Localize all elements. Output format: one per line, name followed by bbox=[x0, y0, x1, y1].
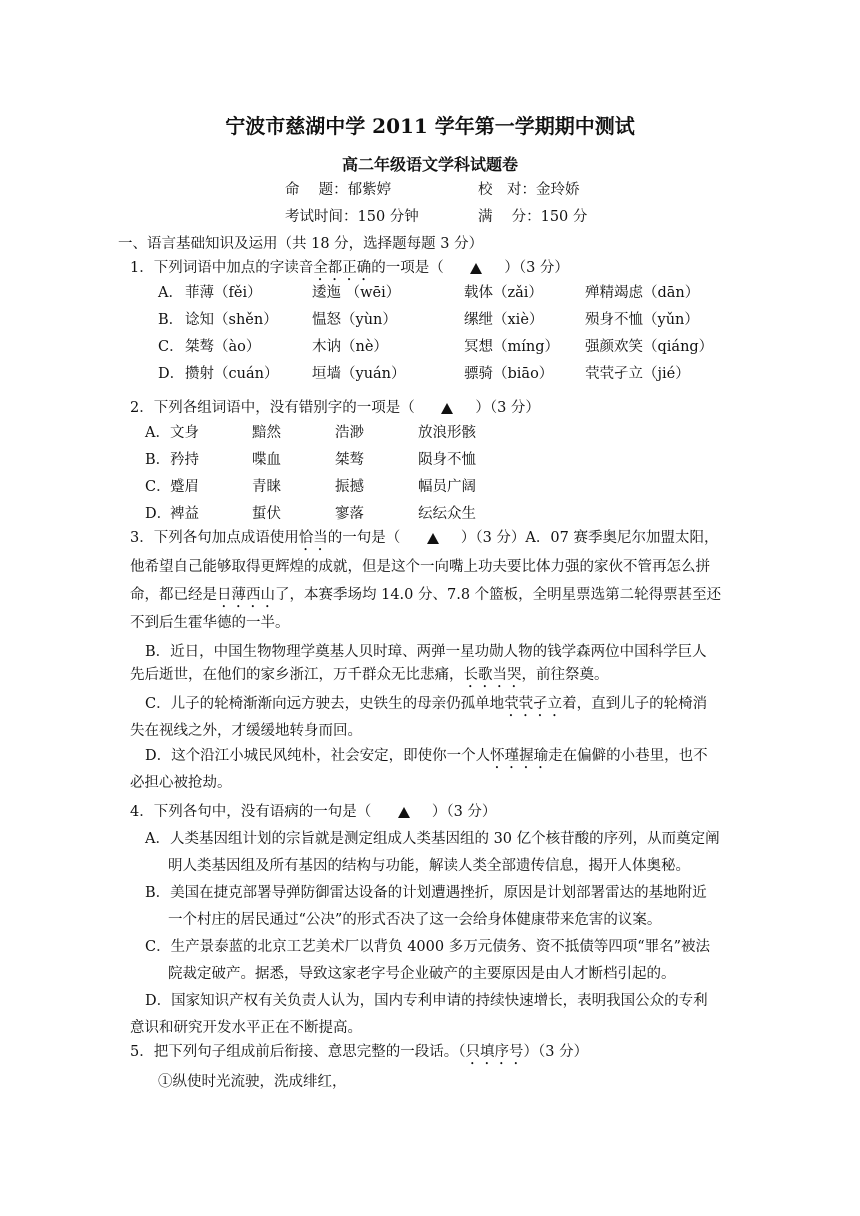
option-item: 殚精竭虑（dān） bbox=[585, 285, 700, 301]
q3-d-line1 bbox=[145, 746, 708, 772]
q3-stem bbox=[130, 528, 718, 554]
q5-stem-text: 5．把下列句子组成前后衔接、意思完整的一段话。（ bbox=[130, 1044, 466, 1060]
option-item: 菲薄（fěi） bbox=[185, 285, 262, 301]
option-item: 寥落 bbox=[335, 506, 364, 522]
q3-c-text: C．儿子的轮椅渐渐向远方驶去，史铁生的母亲仍孤单地 bbox=[145, 696, 505, 712]
q4-b-line2: 一个村庄的居民通过“公决”的形式否决了这一会给身体健康带来危害的议案。 bbox=[168, 912, 662, 928]
q4-a-line2: 明人类基因组及所有基因的结构与功能，解读人类全部遗传信息，揭开人体奥秘。 bbox=[168, 858, 690, 874]
q4-stem bbox=[130, 802, 496, 822]
q3-b-text: 先后逝世，在他们的家乡浙江，万千群众无比悲痛， bbox=[130, 667, 464, 683]
option-item: 谂知（shěn） bbox=[185, 312, 278, 328]
q3-b-emphasis: 长歌当哭 bbox=[463, 667, 522, 683]
q3-stem-text: 3．下列各句加点成语使用 bbox=[130, 530, 299, 546]
q3-b-line2 bbox=[130, 665, 609, 691]
score-value: 150 分 bbox=[540, 209, 588, 225]
q5-stem-emphasis: 只填序号 bbox=[465, 1044, 524, 1060]
option-item: 攒射（cuán） bbox=[185, 366, 279, 382]
q3-stem-text2: 的一句是（ bbox=[327, 530, 401, 546]
time-line bbox=[285, 207, 419, 227]
option-item: 殒身不恤（yǔn） bbox=[585, 312, 699, 328]
option-item: 纭纭众生 bbox=[418, 506, 476, 522]
q2-stem bbox=[130, 398, 540, 418]
q1-stem-score: ）（3 分） bbox=[504, 260, 569, 276]
q3-b-text2: ，前往祭奠。 bbox=[521, 667, 609, 683]
q4-answer-blank[interactable] bbox=[376, 802, 432, 822]
q2-stem-text: 2．下列各组词语中，没有错别字的一项是（ bbox=[130, 400, 415, 416]
proof: 金玲娇 bbox=[536, 182, 580, 198]
triangle-icon bbox=[470, 263, 482, 274]
author-label: 命 题： bbox=[285, 182, 348, 198]
option-item: 蹙眉 bbox=[170, 479, 199, 495]
option-label: D． bbox=[145, 506, 172, 522]
option-item: 矜持 bbox=[170, 452, 199, 468]
q3-c-line1 bbox=[145, 694, 707, 720]
option-item: 桀骜（ào） bbox=[185, 339, 261, 355]
option-item: 骠骑（biāo） bbox=[464, 366, 554, 382]
option-label: C． bbox=[145, 479, 171, 495]
q4-stem-score: ）（3 分） bbox=[431, 804, 497, 820]
q1-stem-emphasis: 全都正确 bbox=[313, 260, 372, 276]
q1-stem-text2: 的一项是（ bbox=[371, 260, 444, 276]
option-label: D． bbox=[158, 366, 185, 382]
q4-d-line2: 意识和研究开发水平正在不断提高。 bbox=[130, 1020, 362, 1036]
option-item: 载体（zǎi） bbox=[464, 285, 543, 301]
q3-c-line2: 失在视线之外，才缓缓地转身而回。 bbox=[130, 723, 362, 739]
q3-stem-score: ）（3 分）A．07 赛季奥尼尔加盟太阳， bbox=[460, 530, 719, 546]
q2-stem-score: ）（3 分） bbox=[475, 400, 540, 416]
option-item: 振撼 bbox=[335, 479, 364, 495]
q4-a-line1: A．人类基因组计划的宗旨就是测定组成人类基因组的 30 亿个核苷酸的序列，从而奠定阐 bbox=[145, 831, 720, 847]
q4-b-line1: B．美国在捷克部署导弹防御雷达设备的计划遭遇挫折，原因是计划部署雷达的基地附近 bbox=[145, 885, 707, 901]
q5-sentence-1: ①纵使时光流驶，洗成绯红， bbox=[158, 1074, 347, 1090]
option-item: 缧绁（xiè） bbox=[464, 312, 544, 328]
option-item: 喋血 bbox=[252, 452, 281, 468]
option-item: 裨益 bbox=[170, 506, 199, 522]
option-label: B． bbox=[145, 452, 171, 468]
exam-subtitle: 高二年级语文学科试题卷 bbox=[341, 155, 518, 174]
exam-title: 宁波市慈湖中学 2011 学年第一学期期中测试 bbox=[225, 114, 635, 138]
q3-d-line2: 必担心被抢劫。 bbox=[130, 775, 232, 791]
q3-a-line4: 不到后生霍华德的一半。 bbox=[130, 615, 290, 631]
triangle-icon bbox=[398, 807, 410, 818]
option-label: A． bbox=[145, 425, 170, 441]
option-label: C． bbox=[158, 339, 184, 355]
q4-d-line1: D．国家知识产权有关负责人认为，国内专利申请的持续快速增长，表明我国公众的专利 bbox=[145, 993, 708, 1009]
triangle-icon bbox=[427, 533, 439, 544]
q3-d-text: D．这个沿江小城民风纯朴，社会安定，即使你一个人 bbox=[145, 748, 491, 764]
author-line bbox=[285, 180, 391, 200]
q1-stem-text: 1．下列词语中加点的字读音 bbox=[130, 260, 314, 276]
option-item: 幅员广阔 bbox=[418, 479, 476, 495]
q3-c-emphasis: 茕茕孑立 bbox=[504, 696, 563, 712]
option-label: B． bbox=[158, 312, 184, 328]
q2-answer-blank[interactable] bbox=[419, 398, 475, 418]
q5-stem bbox=[130, 1042, 588, 1068]
option-item: 浩渺 bbox=[335, 425, 364, 441]
q3-d-text2: 走在偏僻的小巷里，也不 bbox=[548, 748, 708, 764]
section-heading: 一、语言基础知识及运用（共 18 分，选择题每题 3 分） bbox=[118, 236, 484, 252]
q3-stem-emphasis: 恰当 bbox=[298, 530, 328, 546]
q3-b-line1: B．近日，中国生物物理学奠基人贝时璋、两弹一星功勋人物的钱学森两位中国科学巨人 bbox=[145, 644, 707, 660]
option-item: 愠怒（yùn） bbox=[312, 312, 397, 328]
time-value: 150 分钟 bbox=[357, 209, 419, 225]
q3-answer-blank[interactable] bbox=[405, 528, 461, 548]
option-item: 木讷（nè） bbox=[312, 339, 388, 355]
q3-a-text: 命，都已经是 bbox=[130, 587, 217, 603]
q4-stem-text: 4．下列各句中，没有语病的一句是（ bbox=[130, 804, 372, 820]
score-label: 满 分： bbox=[478, 209, 541, 225]
q1-answer-blank[interactable] bbox=[448, 258, 504, 278]
option-item: 陨身不恤 bbox=[418, 452, 476, 468]
author: 郁紫婷 bbox=[347, 182, 392, 198]
q3-a-emphasis: 日薄西山 bbox=[217, 587, 275, 603]
q1-stem bbox=[130, 258, 569, 284]
option-item: 逶迤 （wēi） bbox=[312, 285, 401, 301]
q4-c-line1: C．生产景泰蓝的北京工艺美术厂以背负 4000 多万元债务、资不抵债等四项“罪名”被法 bbox=[145, 939, 711, 955]
option-item: 文身 bbox=[170, 425, 199, 441]
time-label: 考试时间： bbox=[285, 209, 358, 225]
option-item: 冥想（míng） bbox=[464, 339, 560, 355]
option-item: 桀骜 bbox=[335, 452, 364, 468]
q3-a-text2: 了，本赛季场均 14.0 分、7.8 个篮板，全明星票选第二轮得票甚至还 bbox=[275, 587, 722, 603]
score-line bbox=[478, 207, 587, 227]
option-item: 垣墙（yuán） bbox=[312, 366, 406, 382]
option-item: 强颜欢笑（qiáng） bbox=[585, 339, 714, 355]
option-item: 茕茕孑立（jié） bbox=[585, 366, 690, 382]
q3-d-emphasis: 怀瑾握瑜 bbox=[490, 748, 549, 764]
option-label: A． bbox=[158, 285, 183, 301]
triangle-icon bbox=[441, 403, 453, 414]
proof-label: 校 对： bbox=[478, 182, 536, 198]
q3-a-line2: 他希望自己能够取得更辉煌的成就，但是这个一向嘴上功夫要比体力强的家伙不管再怎么拼 bbox=[130, 559, 710, 575]
q5-stem-score: ）（3 分） bbox=[523, 1044, 589, 1060]
q4-c-line2: 院裁定破产。据悉，导致这家老字号企业破产的主要原因是由人才断档引起的。 bbox=[168, 966, 676, 982]
option-item: 黯然 bbox=[252, 425, 281, 441]
option-item: 放浪形骸 bbox=[418, 425, 476, 441]
q3-a-line3 bbox=[130, 585, 721, 611]
option-item: 蜇伏 bbox=[252, 506, 281, 522]
q3-c-text2: 着，直到儿子的轮椅消 bbox=[562, 696, 708, 712]
option-item: 青睐 bbox=[252, 479, 281, 495]
proof-line bbox=[478, 180, 580, 200]
